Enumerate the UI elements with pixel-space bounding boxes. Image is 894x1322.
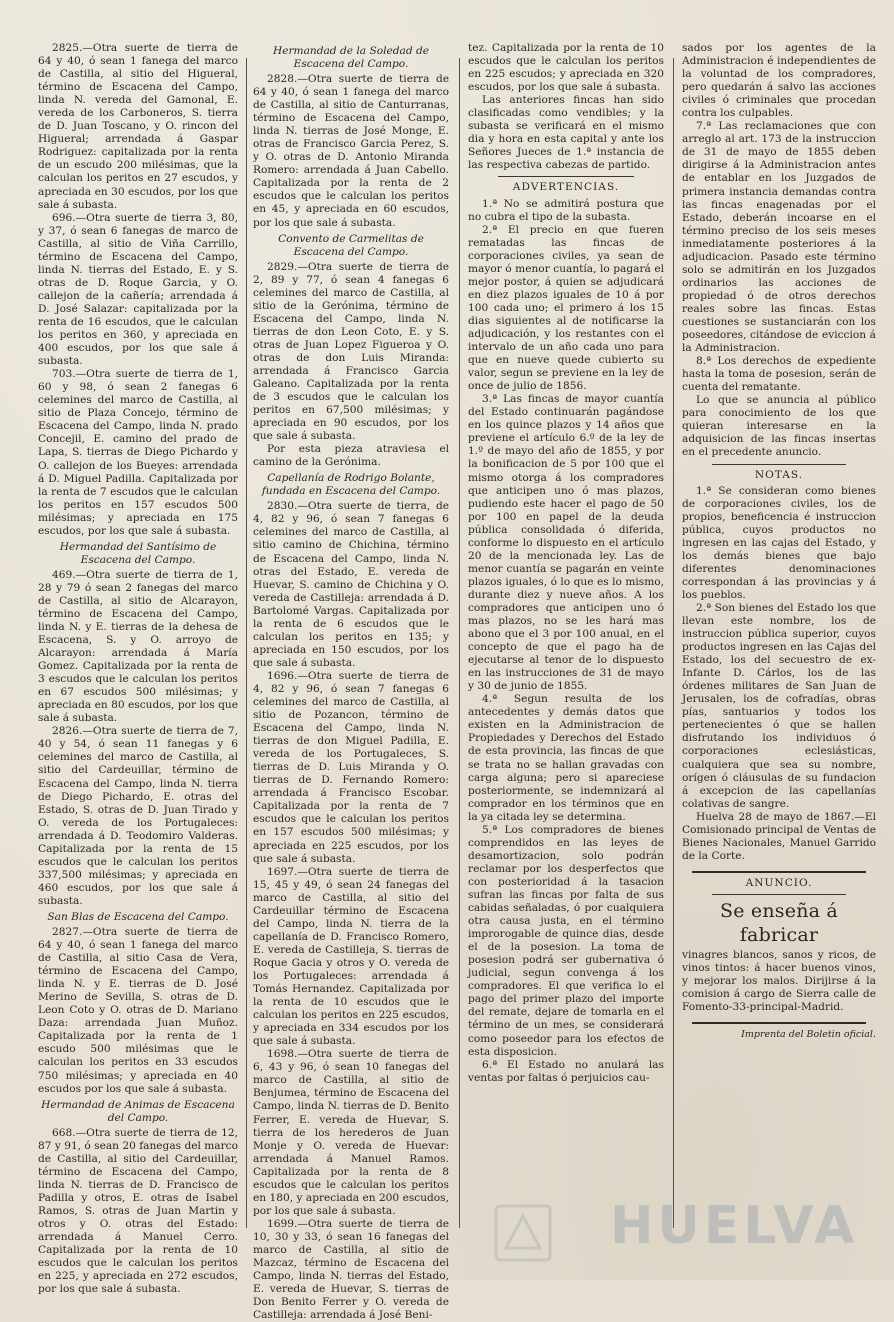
column-rule-1 xyxy=(246,58,247,1228)
lot-2830: 2830.—Otra suerte de tierra, de 4, 82 y 96, ó sean 7 fanegas 6 celemines del marco de Castilla, al sitio camino de Chichina, término de Escacena del Campo, linda N. otras del Estado, E. vereda de Huevar, S. camino de Chichina y O. vereda de Castilleja: arrendada á D. Bartolomé Vargas. Capitalizada por la renta de 6 escudos que le calculan los peritos en 135; y apreciada en 150 escudos, por los que sale á subasta. xyxy=(253,500,449,669)
lot-2825: 2825.—Otra suerte de tierra de 64 y 40, ó sean 1 fanega del marco de Castilla, al sitio del Higueral, término de Escacena del Campo, linda N. vereda del Gamonal, E. vereda de los Carboneros, S. tierra de D. Juan Toscano, y O. rincon del Higueral; arrendada á Gaspar Rodriguez: capitalizada por la renta de un escudo 200 milésimas, que la calculan los peritos en 27 escudos, y apreciada en 30 escudos, por los que sale á subasta. xyxy=(38,42,238,211)
section-heading-carmelitas: Convento de Carmelitas de Escacena del Campo. xyxy=(278,232,424,258)
advertencia-6-cont: sados por los agentes de la Administracion é independientes de la voluntad de los compradores, pero quedarán á salvo las acciones civiles ó criminales que procedan contra los culpables. xyxy=(682,42,876,120)
advert-text: vinagres blancos, sanos y ricos, de vinos tintos: á hacer buenos vinos, y mejorar los malos. Dirijirse á la comision á cargo de Sierra calle de Fomento-33-principal-Madrid. xyxy=(682,948,876,1014)
advertencia-6: 6.ª El Estado no anulará las ventas por faltas ó perjuicios cau- xyxy=(468,1058,664,1084)
column-rule-2 xyxy=(459,58,460,1228)
lot-1696: 1696.—Otra suerte de tierra de 4, 82 y 96, ó sean 7 fanegas 6 celemines del marco de Castilla, al sitio de Pozancon, término de Escacena del Campo, linda N. tierras de don Miguel Padilla, E. vereda de los Portugaleces, S. tierras de D. Luis Miranda y O. tierras de D. Fernando Romero: arrendada á Francisco Escobar. Capitalizada por la renta de 7 escudos que le calculan los peritos en 157 escudos 500 milésimas; y apreciada en 225 escudos, por los que sale á subasta. xyxy=(253,669,449,865)
section-heading-san-blas: San Blas de Escacena del Campo. xyxy=(47,911,229,923)
divider xyxy=(498,176,634,177)
lot-2828: 2828.—Otra suerte de tierra de 64 y 40, ó sean 1 fanega del marco de Castilla, al sitio de Canturranas, término de Escacena del Campo, linda N. tierras de José Monge, E. otras de Francisco Garcia Perez, S. y O. otras de D. Antonio Miranda Romero: arrendada á Juan Cabello. Capitalizada por la renta de 2 escudos que le calculan los peritos en 45, y apreciada en 60 escudos, por los que sale á subasta. xyxy=(253,73,449,229)
lot-1697: 1697.—Otra suerte de tierra de 15, 45 y 49, ó sean 24 fanegas del marco de Castilla, al sitio del Cardeuillar término de Escacena del Campo, linda N. tierra de la capellanía de D. Francisco Romero, E. vereda de Castilleja, S. tierras de Roque Gacia y otros y O. vereda de los Portugaleces: arrendada á Tomás Hernandez. Capitalizada por la renta de 10 escudos que le calculan los peritos en 225 escudos, y apreciada en 334 escudos por los que sale á subasta. xyxy=(253,865,449,1048)
note-geronima: Por esta pieza atraviesa el camino de la Gerónima. xyxy=(253,443,449,469)
column-1 xyxy=(38,42,238,1296)
nota-1: 1.ª Se consideran como bienes de corporaciones civiles, los de propios, beneficencia é instruccion pública, cuyos productos no ingresen en las cajas del Estado, y los demás bienes que bajo diferentes denominaciones correspondan á las provincias y á los pueblos. xyxy=(682,484,876,601)
advertencia-8: 8.ª Los derechos de expediente hasta la toma de posesion, serán de cuenta del rematante. xyxy=(682,355,876,394)
advertencia-5: 5.ª Los compradores de bienes comprendidos en las leyes de desamortizacion, solo podrán reclamar por los desperfectos que con posterioridad á la tasacion sufran las fincas por falta de sus cabidas señaladas, ó por cualquiera otra causa justa, en el término improrogable de quince dias, desde el de la posesion. La toma de posesion podrá ser gubernativa ó judicial, segun convenga á los compradores. El que verifica lo el pago del primer plazo del importe del remate, dejare de tomarla en el término de un mes, se considerará como poseedor para los efectos de esta disposicion. xyxy=(468,823,664,1058)
thick-rule xyxy=(692,1022,866,1024)
anuncio-heading: ANUNCIO. xyxy=(745,876,813,889)
section-heading-soledad: Hermandad de la Soledad de Escacena del Campo. xyxy=(272,45,430,70)
column-3 xyxy=(468,42,664,1267)
lot-469: 469.—Otra suerte de tierra de 1, 28 y 79 ó sean 2 fanegas del marco de Castilla, al sitio de Alcarayon, término de Escacena del Campo, linda N. y E. tierras de la dehesa de Escacena, S. y O. arroyo de Alcarayon: arrendada á María Gomez. Capitalizada por la renta de 3 escudos que le calculan los peritos en 67 escudos 500 milésimas; y apreciada en 80 escudos, por los que sale á subasta. xyxy=(38,568,238,725)
column-rule-3 xyxy=(673,58,674,1228)
advert-headline: Se enseña á fabricar xyxy=(720,899,838,946)
signature: Huelva 28 de mayo de 1867.—El Comisionado principal de Ventas de Bienes Nacionales, Manuel Garrido de la Corte. xyxy=(682,810,876,862)
notas-heading: NOTAS. xyxy=(754,468,804,481)
column-2 xyxy=(253,42,449,1322)
divider xyxy=(712,464,846,465)
lot-2827: 2827.—Otra suerte de tierra de 64 y 40, ó sean 1 fanega del marco de Castilla, al sitio Casa de Vera, término de Escacena del Campo, linda N. y E. tierras de D. José Merino de Sevilla, S. otras de D. Leon Coto y O. otras de D. Mariano Daza: arrendada Juan Muñoz. Capitalizada por la renta de 1 escudo 500 milésimas que le calculan los peritos en 33 escudos 750 milésimas; y apreciada en 40 escudos por los que sale á subasta. xyxy=(38,926,238,1095)
lot-1698: 1698.—Otra suerte de tierra de 6, 43 y 96, ó sean 10 fanegas del marco de Castilla, al sitio de Benjumea, término de Escacena del Campo, linda N. tierras de D. Benito Ferrer, E. vereda de Huevar, S. tierra de los herederos de Juan Monje y O. vereda de Huevar: arrendada á Manuel Ramos. Capitalizada por la renta de 8 escudos que le calculan los peritos en 180, y apreciada en 200 escudos, por los que sale á subasta. xyxy=(253,1048,449,1217)
public-notice: Lo que se anuncia al público para conocimiento de los que quieran interesarse en la adquisicion de las fincas insertas en el precedente anuncio. xyxy=(682,394,876,459)
printer-credit: Imprenta del Boletin oficial. xyxy=(741,1029,876,1041)
lot-2826: 2826.—Otra suerte de tierra de 7, 40 y 54, ó sean 11 fanegas y 6 celemines del marco de Castilla, al sitio del Cardeuillar, término de Escacena del Campo, linda N. tierra de Diego Pichardo, E. otras del Estado, S. otras de D. Juan Tirado y O. vereda de los Portugaleces: arrendada á D. Teodomiro Valderas. Capitalizada por la renta de 15 escudos que le calculan los peritos 337,500 milésimas; y apreciada en 460 escudos, por los que sale á subasta. xyxy=(38,725,238,907)
advertencia-1: 1.ª No se admitirá postura que no cubra el tipo de la subasta. xyxy=(468,197,664,223)
auction-note: Las anteriores fincas han sido clasificadas como vendibles; y la subasta se verificará en el mismo dia y hora en esta capital y ante los Señores Jueces de 1.ª instancia de las respectiva cabezas de partido. xyxy=(468,94,664,172)
lot-668: 668.—Otra suerte de tierra de 12, 87 y 91, ó sean 20 fanegas del marco de Castilla, al sitio del Cardeuillar, término de Escacena del Campo, linda N. tierras de D. Francisco de Padilla y otros, E. otras de Isabel Ramos, S. otras de Juan Martin y otros y O. otras del Estado: arrendada á Manuel Cerro. Capitalizada por la renta de 10 escudos que le calculan los peritos en 225, y apreciada en 272 escudos, por los que sale á subasta. xyxy=(38,1126,238,1296)
thick-rule xyxy=(692,871,866,873)
advertencia-7: 7.ª Las reclamaciones que con arreglo al art. 173 de la instruccion de 31 de mayo de 1855 deben dirigirse á la Administracion antes de entablar en los Juzgados de primera instancia demandas contra las fincas enagenadas por el Estado, deberán incoarse en el término preciso de los seis meses inmediatamente posteriores á la adjudicacion. Pasado este término solo se admitirán en los Juzgados ordinarios las acciones de propiedad ó de otros derechos reales sobre las fincas. Estas cuestiones se sustanciarán con los poseedores, citándose de eviccion á la Administracion. xyxy=(682,120,876,355)
lot-2829: 2829.—Otra suerte de tierra de 2, 89 y 77, ó sean 4 fanegas 6 celemines del marco de Castilla, al sitio de la Gerónima, término de Escacena del Campo, linda N. tierras de don Leon Coto, E. y S. otras de Juan Lopez Figueroa y O. otras de don Luis Miranda: arrendada á Francisco Garcia Galeano. Capitalizada por la renta de 3 escudos que le calculan los peritos en 67,500 milésimas; y apreciada en 90 escudos, por los que sale á subasta. xyxy=(253,260,449,443)
lot-696: 696.—Otra suerte de tierra 3, 80, y 37, ó sean 6 fanegas de marco de Castilla, al sitio de Viña Carrillo, término de Escacena del Campo, linda N. tierras del Estado, E. y S. otras de D. Roque Garcia, y O. callejon de la cañería; arrendada á D. José Salazar: capitalizada por la renta de 16 escudos, que le calculan los peritos en 360, y apreciada en 400 escudos, por los que sale á subasta. xyxy=(38,211,238,368)
advertencia-2: 2.ª El precio en que fueren rematadas las fincas de corporaciones civiles, ya sean de mayor ó menor cuantía, lo pagará el mejor postor, á quien se adjudicará en diez plazos iguales de 10 á por 100 cada uno; el primero á los 15 dias siguientes al de notificarse la adjudicación, y los restantes con el intervalo de un año cada uno para que en nueve quede cubierto su valor, segun se previene en la ley de once de julio de 1856. xyxy=(468,223,664,393)
lot-1699-cont: tez. Capitalizada por la renta de 10 escudos que le calculan los peritos en 225 escudos; y apreciada en 320 escudos, por los que sale á subasta. xyxy=(468,42,664,94)
lot-1699: 1699.—Otra suerte de tierra de 10, 30 y 33, ó sean 16 fanegas del marco de Castilla, al sitio de Mazcaz, término de Escacena del Campo, linda N. tierras del Estado, E. vereda de Huevar, S. tierras de Don Benito Ferrer y O. vereda de Castilleja: arrendada á José Beni- xyxy=(253,1217,449,1322)
nota-2: 2.ª Son bienes del Estado los que llevan este nombre, los de instruccion pública superior, cuyos productos ingresen en las Cajas del Estado, los del secuestro de ex-Infante D. Cárlos, los de las órdenes militares de San Juan de Jerusalen, los de cofradías, obras pías, santuarios y todos los pertenecientes ó que se hallen disfrutando los individuos ó corporaciones eclesiásticas, cualquiera que sea su nombre, orígen ó cláusulas de su fundacion á excepcion de las capellanías colativas de sangre. xyxy=(682,601,876,810)
divider xyxy=(712,894,846,895)
advertencia-4: 4.ª Segun resulta de los antecedentes y demás datos que existen en la Administracion de Propiedades y Derechos del Estado de esta provincia, las fincas de que se trata no se hallan gravadas con carga alguna; pero si apareciese posteriormente, se indemnizará al comprador en los términos que en la ya citada ley se determina. xyxy=(468,693,664,823)
section-heading-santisimo: Hermandad del Santísimo de Escacena del Campo. xyxy=(59,540,217,566)
advertencias-heading: ADVERTENCIAS. xyxy=(512,181,620,194)
section-heading-animas: Hermandad de Animas de Escacena del Campo. xyxy=(41,1098,235,1124)
section-heading-capellania: Capellanía de Rodrigo Bolante, fundada en Escacena del Campo. xyxy=(261,472,441,498)
advertencia-3: 3.ª Las fincas de mayor cuantía del Estado continuarán pagándose en los quince plazos y 14 años que previene el artículo 6.º de la ley de 1.º de mayo del año de 1855, y por la bonificacion de 5 por 100 que el mismo otorga á los compradores que anticipen uno ó mas plazos, pudiendo este hacer el pago de 50 por 100 en papel de la deuda pública consolidada ó diferida, conforme lo dispuesto en el artículo 20 de la mencionada ley. Las de menor cuantía se pagarán en veinte plazos iguales, ó lo que es lo mismo, durante diez y nueve años. A los compradores que anticipen uno ó mas plazos, no se les hará mas abono que el 3 por 100 anual, en el concepto de que el pago ha de ejecutarse al tenor de lo dispuesto en las instrucciones de 31 de mayo y 30 de junio de 1855. xyxy=(468,393,664,693)
lot-703: 703.—Otra suerte de tierra de 1, 60 y 98, ó sean 2 fanegas 6 celemines del marco de Castilla, al sitio de Plaza Concejo, término de Escacena del Campo, linda N. prado Concejil, E. camino del prado de Lapa, S. tierras de Diego Pichardo y O. callejon de los Bueyes: arrendada á D. Miguel Padilla. Capitalizada por la renta de 7 escudos que le calculan los peritos en 157 escudos 500 milésimas; y apreciada en 175 escudos, por los que sale á subasta. xyxy=(38,368,238,537)
watermark-text: HUELVA xyxy=(610,1196,859,1256)
column-4 xyxy=(682,42,876,1267)
